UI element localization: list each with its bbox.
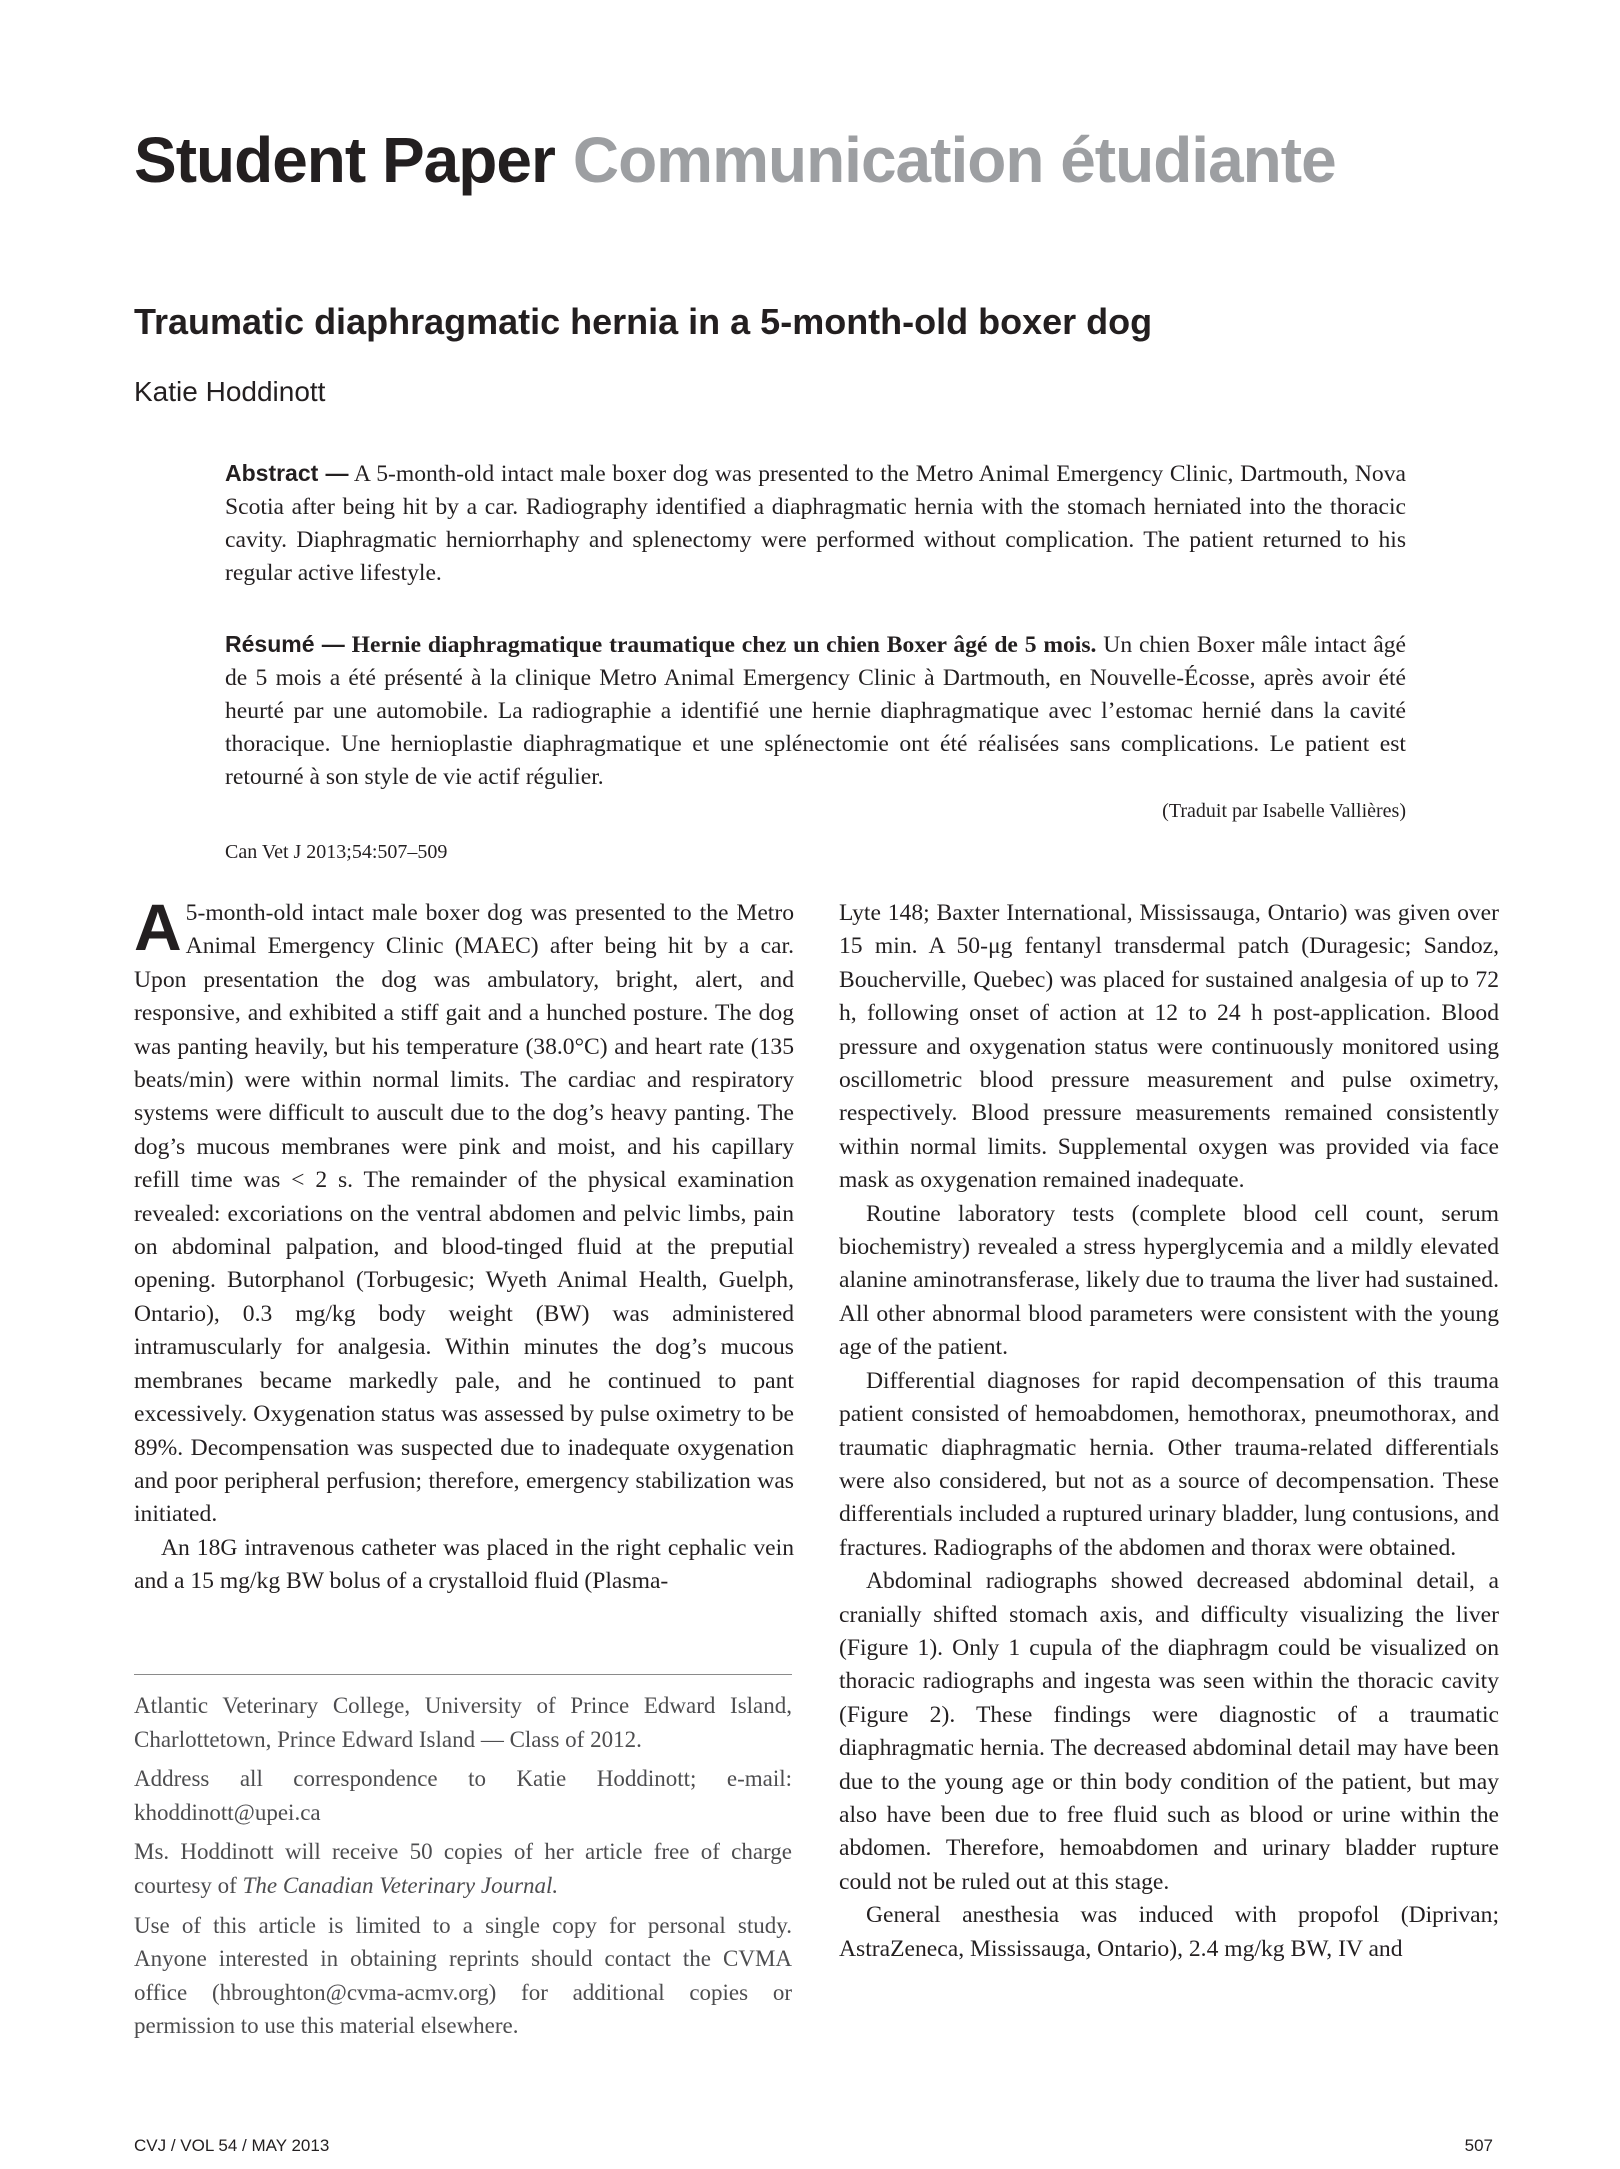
body-paragraph [134, 890, 794, 1532]
resume-text: Un chien Boxer mâle intact âgé de 5 mois a été présenté à la clinique Metro Animal Emergency Clinic à Dartmouth, en Nouvelle-Écosse, après avoir été heurté par une automobile. La radiographie a identifié une hernie diaphragmatique avec l’estomac hernié dans la cavité thoracique. Une hernioplastie diaphragmatique et une splénectomie ont été réalisées sans complications. Le patient est retourné à son style de vie actif régulier. [225, 632, 1406, 790]
body-column-right [839, 897, 1499, 1966]
body-paragraph: Lyte 148; Baxter International, Mississauga, Ontario) was given over 15 min. A 50-μg fentanyl transdermal patch (Duragesic; Sandoz, Boucherville, Quebec) was placed for sustained analgesia of up to 72 h, following onset of action at 12 to 24 h post-application. Blood pressure and oxygenation status were continuously monitored using oscillometric blood pressure measurement and pulse oximetry, respectively. Blood pressure measurements remained consistently within normal limits. Supplemental oxygen was provided via face mask as oxygenation remained inadequate. [839, 900, 1499, 1194]
article-author: Katie Hoddinott [134, 376, 326, 407]
drop-cap: A [134, 890, 182, 964]
footnote-copies-text: Ms. Hoddinott will receive 50 copies of her article free of charge courtesy of [134, 1839, 792, 1898]
resume-label: Résumé — [225, 631, 345, 657]
footer-journal-info: CVJ / VOL 54 / MAY 2013 [134, 2136, 330, 2155]
section-title-french: Communication étudiante [572, 124, 1336, 196]
abstract-text: A 5-month-old intact male boxer dog was presented to the Metro Animal Emergency Clinic, Dartmouth, Nova Scotia after being hit by a car. Radiography identified a diaphragmatic hernia with the stomach herniated into the thoracic cavity. Diaphragmatic herniorrhaphy and splenectomy were performed without complication. The patient returned to his regular active lifestyle. [225, 461, 1406, 586]
citation: Can Vet J 2013;54:507–509 [225, 841, 448, 863]
body-paragraph: An 18G intravenous catheter was placed in the right cephalic vein and a 15 mg/kg BW bolus of a crystalloid fluid (Plasma- [134, 1534, 794, 1595]
footnote-affiliation: Atlantic Veterinary College, University of Prince Edward Island, Charlottetown, Prince Edward Island — Class of 2012. [134, 1693, 792, 1752]
abstract-label: Abstract — [225, 460, 349, 486]
body-paragraph: Routine laboratory tests (complete blood cell count, serum biochemistry) revealed a stress hyperglycemia and a mildly elevated alanine aminotransferase, likely due to trauma the liver had sustained. All other abnormal blood parameters were consistent with the young age of the patient. [839, 1200, 1499, 1361]
paragraph-text: 5-month-old intact male boxer dog was presented to the Metro Animal Emergency Clinic (MAEC) after being hit by a car. Upon presentation the dog was ambulatory, bright, alert, and responsive, and exhibited a stiff gait and a hunched posture. The dog was panting heavily, but his temperature (38.0°C) and heart rate (135 beats/min) were within normal limits. The cardiac and respiratory systems were difficult to auscult due to the dog’s heavy panting. The dog’s mucous membranes were pink and moist, and his capillary refill time was < 2 s. The remainder of the physical examination revealed: excoriations on the ventral abdomen and pelvic limbs, pain on abdominal palpation, and blood-tinged fluid at the preputial opening. Butorphanol (Torbugesic; Wyeth Animal Health, Guelph, Ontario), 0.3 mg/kg body weight (BW) was administered intramuscularly for analgesia. Within minutes the dog’s mucous membranes became markedly pale, and he continued to pant excessively. Oxygenation status was assessed by pulse oximetry to be 89%. Decompensation was suspected due to inadequate oxygenation and poor peripheral perfusion; therefore, emergency stabilization was initiated. [134, 900, 794, 1528]
footnote-correspondence: Address all correspondence to Katie Hoddinott; e-mail: khoddinott@upei.ca [134, 1766, 792, 1825]
section-title-english: Student Paper [134, 124, 555, 196]
article-title: Traumatic diaphragmatic hernia in a 5-month-old boxer dog [134, 301, 1153, 342]
page-number: 507 [1464, 2136, 1493, 2155]
journal-name: The Canadian Veterinary Journal. [242, 1872, 559, 1898]
section-header [134, 124, 1336, 196]
body-column-left [134, 890, 794, 1599]
body-paragraph: Differential diagnoses for rapid decompensation of this trauma patient consisted of hemoabdomen, hemothorax, pneumothorax, and traumatic diaphragmatic hernia. Other trauma-related differentials were also considered, but not as a source of decompensation. These differentials included a ruptured urinary bladder, lung contusions, and fractures. Radiographs of the abdomen and thorax were obtained. [839, 1367, 1499, 1561]
abstract [225, 457, 1406, 590]
resume-title: Hernie diaphragmatique traumatique chez un chien Boxer âgé de 5 mois. [351, 632, 1097, 658]
footnote-copies [134, 1835, 792, 1902]
body-paragraph: General anesthesia was induced with propofol (Diprivan; AstraZeneca, Mississauga, Ontario), 2.4 mg/kg BW, IV and [839, 1902, 1499, 1962]
translator-credit: (Traduit par Isabelle Vallières) [1162, 800, 1406, 822]
footnote-reprints: Use of this article is limited to a single copy for personal study. Anyone interested in obtaining reprints should contact the CVMA office (hbroughton@cvma-acmv.org) for additional copies or permission to use this material elsewhere. [134, 1912, 792, 2039]
footnotes [134, 1674, 792, 2049]
body-paragraph: Abdominal radiographs showed decreased abdominal detail, a cranially shifted stomach axis, and difficulty visualizing the liver (Figure 1). Only 1 cupula of the diaphragm could be visualized on thoracic radiographs and ingesta was seen within the thoracic cavity (Figure 2). These findings were diagnostic of a traumatic diaphragmatic hernia. The decreased abdominal detail may have been due to the young age or thin body condition of the patient, but may also have been due to free fluid such as blood or urine within the abdomen. Therefore, hemoabdomen and urinary bladder rupture could not be ruled out at this stage. [839, 1568, 1499, 1895]
resume [225, 628, 1406, 794]
